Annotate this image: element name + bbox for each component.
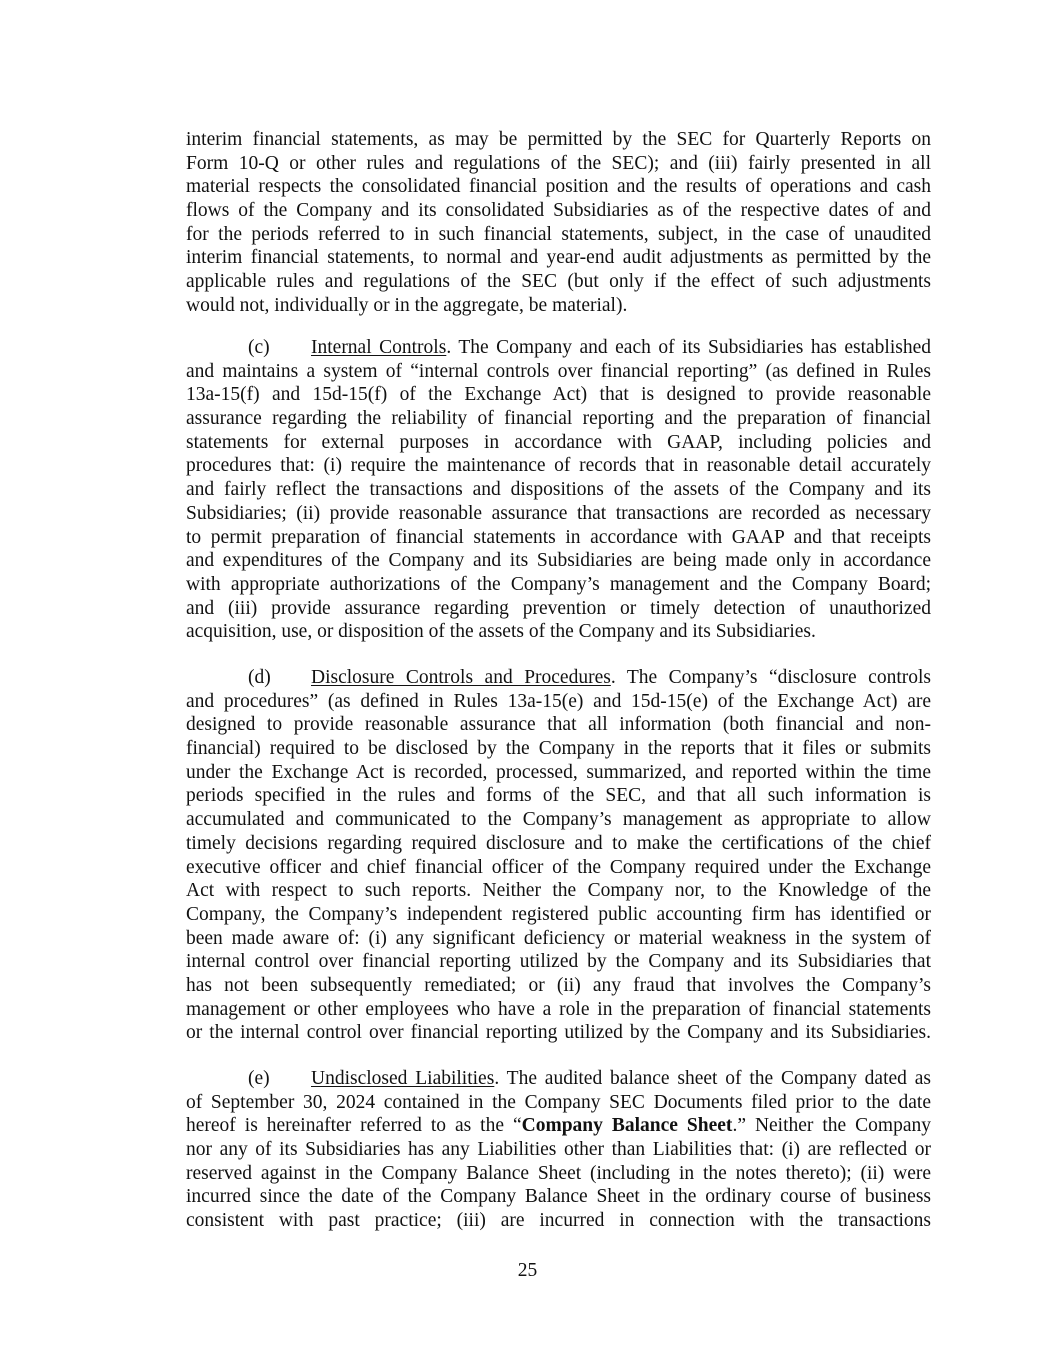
defined-term: Company Balance Sheet xyxy=(521,1115,733,1137)
text-segment: assurance regarding the reliability of financial reporting and the preparation of financial xyxy=(186,408,931,430)
text-segment: has not been subsequently remediated; or (ii) any fraud that involves the Company’s xyxy=(186,974,931,996)
text-line xyxy=(186,199,931,223)
text-line xyxy=(186,1114,931,1138)
text-line xyxy=(186,784,931,808)
text-segment: flows of the Company and its consolidated Subsidiaries as of the respective dates of and xyxy=(186,200,931,222)
text-line xyxy=(186,526,931,550)
text-line xyxy=(186,1091,931,1115)
text-line xyxy=(186,223,931,247)
text-line xyxy=(186,383,931,407)
text-segment: Company, the Company’s independent registered public accounting firm has identified or xyxy=(186,903,931,925)
text-line xyxy=(186,690,931,714)
text-segment: statements for external purposes in accordance with GAAP, including policies and xyxy=(186,431,931,453)
section-label: (e) xyxy=(248,1068,270,1089)
text-segment: internal control over financial reporting utilized by the Company and its Subsidiaries that xyxy=(186,951,931,973)
text-segment: would not, individually or in the aggregate, be material). xyxy=(186,294,628,316)
text-line xyxy=(186,360,931,384)
section-label: (d) xyxy=(248,667,271,688)
text-line xyxy=(186,549,931,573)
text-line xyxy=(186,808,931,832)
text-segment: executive officer and chief financial officer of the Company required under the Exchange xyxy=(186,856,931,878)
text-segment: acquisition, use, or disposition of the assets of the Company and its Subsidiaries. xyxy=(186,621,816,643)
text-segment: hereof is hereinafter referred to as the “ xyxy=(186,1115,522,1137)
text-line xyxy=(186,246,931,270)
text-segment: or the internal control over financial reporting utilized by the Company and its Subsidiaries. xyxy=(186,1022,931,1044)
section-heading: Undisclosed Liabilities xyxy=(311,1068,495,1089)
text-line xyxy=(186,737,931,761)
text-segment: interim financial statements, to normal and year-end audit adjustments as permitted by the xyxy=(186,247,931,269)
text-line xyxy=(186,336,931,360)
text-segment: Act with respect to such reports. Neither the Company nor, to the Knowledge of the xyxy=(186,880,931,902)
text-line xyxy=(186,270,931,294)
text-line xyxy=(186,128,931,152)
text-segment: periods specified in the rules and forms of the SEC, and that all such information is xyxy=(186,785,931,807)
text-line xyxy=(186,431,931,455)
text-line xyxy=(186,407,931,431)
text-segment: and maintains a system of “internal controls over financial reporting” (as defined in Rules xyxy=(186,360,931,382)
paragraph-disclosure-controls xyxy=(186,666,931,1045)
text-segment: reserved against in the Company Balance Sheet (including in the notes thereto); (ii) were xyxy=(186,1162,931,1184)
text-line xyxy=(186,879,931,903)
text-segment: management or other employees who have a role in the preparation of financial statements xyxy=(186,998,931,1020)
text-segment: incurred since the date of the Company Balance Sheet in the ordinary course of business xyxy=(186,1186,931,1208)
text-segment: 13a-15(f) and 15d-15(f) of the Exchange Act) that is designed to provide reasonable xyxy=(186,384,931,406)
text-segment: been made aware of: (i) any significant deficiency or material weakness in the system of xyxy=(186,927,931,949)
text-line xyxy=(186,1162,931,1186)
text-segment: procedures that: (i) require the maintenance of records that in reasonable detail accurately xyxy=(186,455,931,477)
text-segment: timely decisions regarding required disclosure and to make the certifications of the chief xyxy=(186,832,931,854)
text-line xyxy=(186,502,931,526)
text-segment: applicable rules and regulations of the SEC (but only if the effect of such adjustments xyxy=(186,271,931,293)
text-line xyxy=(186,454,931,478)
text-segment: and (iii) provide assurance regarding prevention or timely detection of unauthorized xyxy=(186,597,931,619)
text-segment: material respects the consolidated financial position and the results of operations and cash xyxy=(186,176,931,198)
text-line xyxy=(186,998,931,1022)
text-line xyxy=(186,1138,931,1162)
text-line xyxy=(186,620,931,644)
paragraph-undisclosed-liabilities xyxy=(186,1067,931,1233)
text-line xyxy=(186,573,931,597)
text-line xyxy=(186,597,931,621)
text-segment: accumulated and communicated to the Company’s management as appropriate to allow xyxy=(186,809,931,831)
section-label: (c) xyxy=(248,337,270,358)
text-segment: . The audited balance sheet of the Company dated as xyxy=(494,1068,931,1089)
text-segment: . The Company and each of its Subsidiaries has established xyxy=(446,337,931,358)
text-segment: of September 30, 2024 contained in the Company SEC Documents filed prior to the date xyxy=(186,1091,931,1113)
text-segment: consistent with past practice; (iii) are incurred in connection with the transactions xyxy=(186,1210,931,1232)
text-segment: with appropriate authorizations of the Company’s management and the Company Board; xyxy=(186,573,931,595)
text-line xyxy=(186,152,931,176)
text-line xyxy=(186,1209,931,1233)
page-number: 25 xyxy=(517,1260,538,1281)
text-segment: interim financial statements, as may be permitted by the SEC for Quarterly Reports on xyxy=(186,129,931,150)
text-segment: and expenditures of the Company and its Subsidiaries are being made only in accordance xyxy=(186,550,931,572)
text-segment: designed to provide reasonable assurance that all information (both financial and non- xyxy=(186,714,931,736)
text-segment: .” Neither the Company xyxy=(732,1115,932,1137)
section-heading: Disclosure Controls and Procedures xyxy=(311,667,611,688)
paragraph-internal-controls xyxy=(186,336,931,644)
text-segment: Subsidiaries; (ii) provide reasonable assurance that transactions are recorded as necessary xyxy=(186,502,931,524)
text-line xyxy=(186,1185,931,1209)
text-segment: for the periods referred to in such financial statements, subject, in the case of unaudited xyxy=(186,223,931,245)
text-segment: under the Exchange Act is recorded, processed, summarized, and reported within the time xyxy=(186,761,931,783)
text-line xyxy=(186,713,931,737)
text-segment: and fairly reflect the transactions and dispositions of the assets of the Company and its xyxy=(186,479,931,501)
text-line xyxy=(186,175,931,199)
text-line xyxy=(186,294,931,318)
text-line xyxy=(186,856,931,880)
text-segment: nor any of its Subsidiaries has any Liabilities other than Liabilities that: (i) are reflected or xyxy=(186,1139,931,1161)
text-line xyxy=(186,903,931,927)
text-line xyxy=(186,761,931,785)
text-line xyxy=(186,1021,931,1045)
text-line xyxy=(186,1067,931,1091)
text-segment: and procedures” (as defined in Rules 13a-15(e) and 15d-15(e) of the Exchange Act) are xyxy=(186,690,931,712)
text-line xyxy=(186,478,931,502)
text-line xyxy=(186,974,931,998)
section-heading: Internal Controls xyxy=(311,337,447,358)
paragraph-financial-statements-continued xyxy=(186,128,931,318)
text-line xyxy=(186,950,931,974)
text-segment: to permit preparation of financial statements in accordance with GAAP and that receipts xyxy=(186,526,931,548)
text-line xyxy=(186,666,931,690)
text-line xyxy=(186,832,931,856)
text-segment: Form 10-Q or other rules and regulations of the SEC); and (iii) fairly presented in all xyxy=(186,152,931,174)
text-segment: . The Company’s “disclosure controls xyxy=(610,667,931,688)
text-line xyxy=(186,927,931,951)
text-segment: financial) required to be disclosed by the Company in the reports that it files or submits xyxy=(186,738,931,760)
